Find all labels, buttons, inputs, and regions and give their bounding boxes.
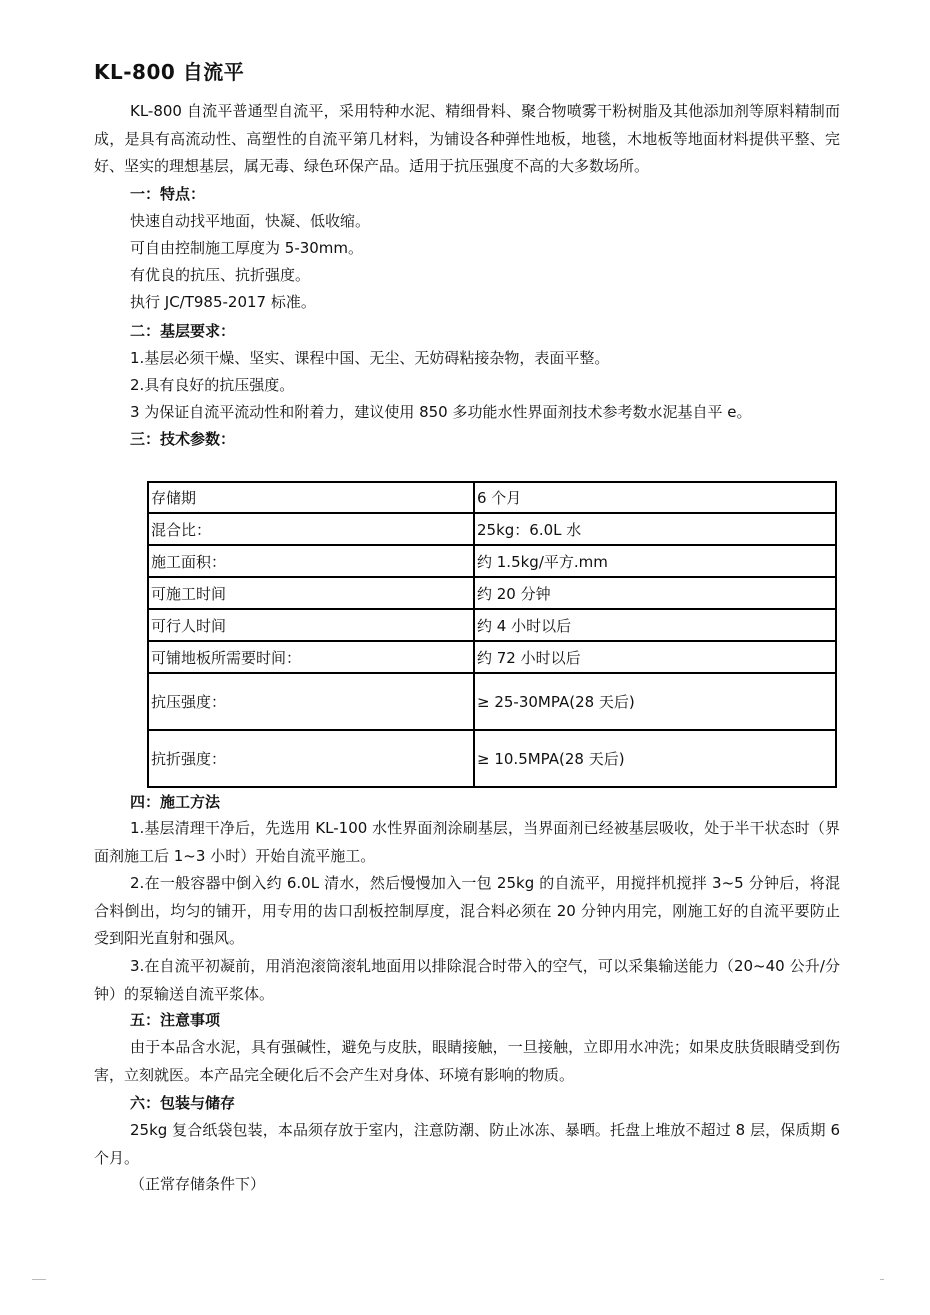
param-name: 抗折强度：	[148, 730, 474, 787]
param-name: 可行人时间	[148, 609, 474, 641]
param-name: 混合比：	[148, 513, 474, 545]
table-row	[148, 513, 836, 545]
notes-text: 由于本品含水泥，具有强碱性，避免与皮肤，眼睛接触，一旦接触，立即用水冲洗；如果皮肤货眼睛受到伤害，立刻就医。本产品完全硬化后不会产生对身体、环境有影响的物质。	[94, 1038, 840, 1084]
feature-item: 有优良的抗压、抗折强度。	[130, 266, 311, 284]
base-requirement-item: 1.基层必须干燥、坚实、课程中国、无尘、无妨碍粘接杂物，表面平整。	[130, 349, 610, 367]
table-row	[148, 577, 836, 609]
notes-heading: 五：注意事项	[130, 1011, 221, 1029]
table-row	[148, 641, 836, 673]
method-heading: 四：施工方法	[130, 793, 221, 811]
param-name: 施工面积：	[148, 545, 474, 577]
table-row	[148, 609, 836, 641]
table-row	[148, 482, 836, 513]
param-name: 抗压强度：	[148, 673, 474, 730]
page-corner-mark	[32, 1279, 46, 1280]
table-row	[148, 673, 836, 730]
features-heading: 一：特点：	[130, 185, 206, 203]
param-value: 约 4 小时以后	[474, 609, 836, 641]
feature-item: 执行 JC/T985-2017 标准。	[130, 293, 316, 311]
feature-item: 快速自动找平地面，快凝、低收缩。	[130, 212, 371, 230]
base-requirement-item: 2.具有良好的抗压强度。	[130, 376, 295, 394]
param-value: 约 72 小时以后	[474, 641, 836, 673]
table-row	[148, 545, 836, 577]
param-name: 可铺地板所需要时间：	[148, 641, 474, 673]
packaging-text: 25kg 复合纸袋包装，本品须存放于室内，注意防潮、防止冰冻、暴晒。托盘上堆放不超过 8 层，保质期 6 个月。	[94, 1121, 840, 1167]
method-step: 1.基层清理干净后，先选用 KL-100 水性界面剂涂刷基层，当界面剂已经被基层吸收，处于半干状态时（界面剂施工后 1~3 小时）开始自流平施工。	[94, 819, 840, 865]
packaging-heading: 六：包装与储存	[130, 1094, 236, 1112]
method-step: 2.在一般容器中倒入约 6.0L 清水，然后慢慢加入一包 25kg 的自流平，用搅拌机搅拌 3~5 分钟后，将混合料倒出，均匀的铺开，用专用的齿口刮板控制厚度，混合料必须在 20 分钟内用完，刚施工好的自流平要防止受到阳光直射和强风。	[94, 874, 840, 947]
table-row	[148, 730, 836, 787]
page-corner-mark	[880, 1279, 884, 1280]
storage-condition-note: （正常存储条件下）	[130, 1175, 266, 1193]
param-value: 6 个月	[474, 482, 836, 513]
param-name: 可施工时间	[148, 577, 474, 609]
base-requirement-item: 3 为保证自流平流动性和附着力，建议使用 850 多功能水性界面剂技术参考数水泥基自平 e。	[130, 403, 752, 421]
technical-parameters-table	[147, 481, 837, 788]
param-value: 25kg：6.0L 水	[474, 513, 836, 545]
document-title: KL-800 自流平	[94, 60, 245, 84]
method-step: 3.在自流平初凝前，用消泡滚筒滚轧地面用以排除混合时带入的空气，可以采集输送能力（20~40 公升/分钟）的泵输送自流平浆体。	[94, 957, 840, 1003]
params-heading: 三：技术参数：	[130, 430, 236, 448]
param-value: 约 1.5kg/平方.mm	[474, 545, 836, 577]
intro-paragraph: KL-800 自流平普通型自流平，采用特种水泥、精细骨料、聚合物喷雾干粉树脂及其他添加剂等原料精制而成，是具有高流动性、高塑性的自流平第几材料，为铺设各种弹性地板，地毯，木地板等地面材料提供平整、完好、坚实的理想基层，属无毒、绿色环保产品。适用于抗压强度不高的大多数场所。	[94, 102, 840, 175]
param-value: ≥ 10.5MPA(28 天后)	[474, 730, 836, 787]
base-requirements-heading: 二：基层要求：	[130, 322, 236, 340]
param-value: 约 20 分钟	[474, 577, 836, 609]
param-name: 存储期	[148, 482, 474, 513]
param-value: ≥ 25-30MPA(28 天后)	[474, 673, 836, 730]
feature-item: 可自由控制施工厚度为 5-30mm。	[130, 239, 364, 257]
